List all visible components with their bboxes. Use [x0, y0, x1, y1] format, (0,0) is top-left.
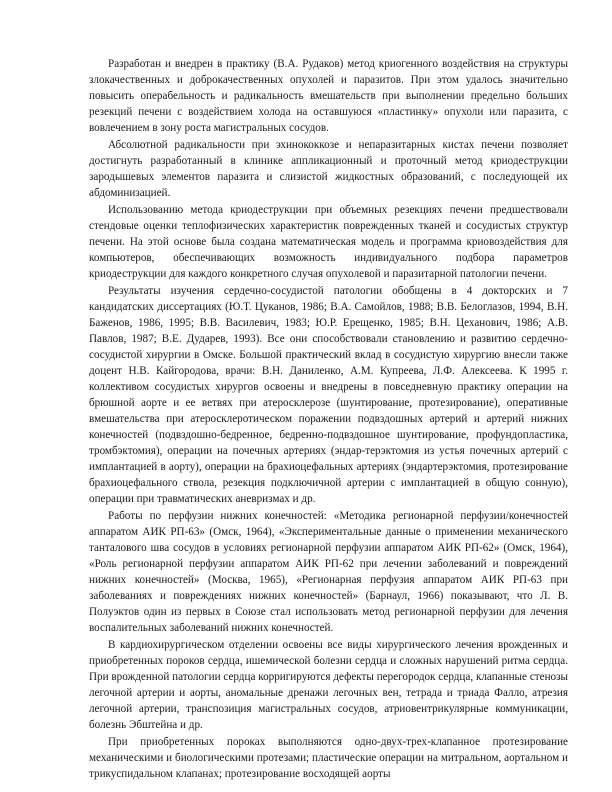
paragraph-cardiac-surgery: В кардиохирургическом отделении освоены все виды хирургического лечения врожденных и приобретенных пороков сердца, ишемической болезни сердца и сложных нарушений ритма сердца. При врожденной патологии сердца корригируются дефекты перегородок сердца, клапанные стенозы легочной артерии и аорты, аномальные дренажи легочных вен, тетрада и триада Фалло, атрезия легочной артерии, транспозиция магистральных сосудов, атриовентрикулярные коммуникации, болезнь Эбштейна и др. — [89, 639, 568, 731]
paragraph-limb-perfusion: Работы по перфузии нижних конечностей: «Методика регионарной перфузии/конечностей аппаратом АИК РП-63» (Омск, 1964), «Экспериментальные данные о применении механического танталового шва сосудов в условиях регионарной перфузии аппаратом АИК РП-62» (Омск, 1964), «Роль регионарной перфузии аппаратом АИК РП-62 при лечении заболеваний и повреждений нижних конечностей» (Москва, 1965), «Регионарная перфузия аппаратом АИК РП-63 при заболеваниях и повреждениях нижних конечностей» (Барнаул, 1966) показывают, что Л. В. Полуэктов один из первых в Союзе стал использовать метод регионарной перфузии для лечения воспалительных заболеваний нижних конечностей. — [89, 510, 568, 634]
paragraph-cardiovascular-results: Результаты изучения сердечно-сосудистой патологии обобщены в 4 докторских и 7 кандидатских диссертациях (Ю.Т. Цуканов, 1986; В.А. Самойлов, 1988; В.В. Белоглазов, 1994, В.Н. Баженов, 1986, 1995; В.В. Василевич, 1983; Ю.Р. Ерещенко, 1985; В.Н. Цеханович, 1986; А.В. Павлов, 1987; В.Е. Дударев, 1993). Все они способствовали становлению и развитию сердечно-сосудистой хирургии в Омске. Большой практический вклад в сосудистую хирургию внесли также доцент Н.В. Кайгородова, врачи: В.Н. Даниленко, А.М. Купреева, Л.Ф. Алексеева. К 1995 г. коллективом сосудистых хирургов освоены и внедрены в повседневную практику операции на брюшной аорте и ее ветвях при атеросклерозе (шунтирование, протезирование), оперативные вмешательства при атеросклеротическом поражении подвздошных артерий и артерий нижних конечностей (подвздошно-бедренное, бедренно-подвздошное шунтирование, профундопластика, тромбэктомия), операции на почечных артериях (эндар-терэктомия из устья почечных артерий с имплантацией в аорту), операции на брахиоцефальных артериях (эндартерэктомия, протезирование брахиоцефального ствола, резекция подключичной артерии с имплантацией в общую сонную), операции при травматических аневризмах и др. — [89, 285, 568, 505]
paragraph-cryodestruction-modeling: Использованию метода криодеструкции при объемных резекциях печени предшествовали стендовые оценки теплофизических характеристик поврежденных тканей и сосудистых структур печени. На этой основе была создана математическая модель и программа криовоздействия для компьютеров, обеспечивающих возможность индивидуального подбора параметров криодеструкции для каждого конкретного случая опухолевой и паразитарной патологии печени. — [89, 204, 568, 280]
paragraph-cryogenic-method: Разработан и внедрен в практику (В.А. Рудаков) метод криогенного воздействия на структуры злокачественных и доброкачественных опухолей и паразитов. При этом удалось значительно повысить операбельность и радикальность вмешательств при выполнении предельно больших резекций печени с воздействием холода на оставшуюся «пластинку» опухоли или паразита, с вовлечением в зону роста магистральных сосудов. — [89, 58, 568, 134]
document-page — [89, 56, 568, 780]
paragraph-acquired-defects: При приобретенных пороках выполняются одно-двух-трех-клапанное протезирование механическими и биологическими протезами; пластические операции на митральном, аортальном и трикуспидальном клапанах; протезирование восходящей аорты — [89, 736, 568, 780]
paragraph-echinococcosis: Абсолютной радикальности при эхинококкозе и непаразитарных кистах печени позволяет достигнуть разработанный в клинике аппликационный и проточный метод криодеструкции зародышевых элементов паразита и слизистой жидкостных образований, с последующей их абдоминизацией. — [89, 139, 568, 199]
